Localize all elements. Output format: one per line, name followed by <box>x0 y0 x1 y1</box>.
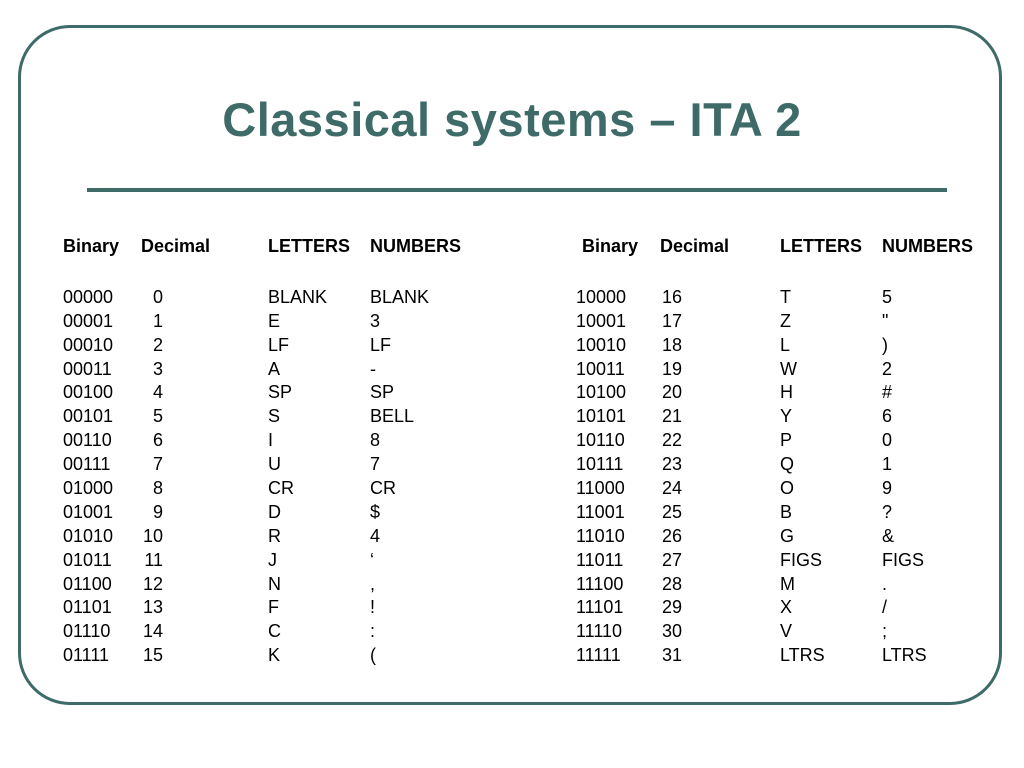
cell-letters: LF <box>268 334 290 355</box>
cell-binary: 00111 <box>63 454 111 475</box>
cell-letters: LTRS <box>780 645 825 666</box>
cell-letters: W <box>780 358 797 379</box>
cell-letters: S <box>268 406 281 427</box>
cell-binary: 00101 <box>63 406 114 427</box>
cell-letters: T <box>780 286 791 307</box>
cell-decimal: 25 <box>661 501 682 522</box>
cell-numbers: / <box>882 597 888 618</box>
cell-decimal: 29 <box>661 597 682 618</box>
header-letters: LETTERS <box>780 236 863 256</box>
cell-decimal: 3 <box>152 358 163 379</box>
header-letters: LETTERS <box>268 236 351 256</box>
cell-numbers: ) <box>882 334 888 355</box>
title-underline <box>87 188 947 192</box>
cell-letters: C <box>268 621 281 642</box>
cell-decimal: 11 <box>144 549 163 570</box>
cell-numbers: ( <box>370 645 376 666</box>
cell-decimal: 2 <box>152 334 163 355</box>
cell-binary: 00100 <box>63 382 114 403</box>
header-binary: Binary <box>582 236 639 256</box>
cell-numbers: # <box>882 382 893 403</box>
cell-decimal: 30 <box>661 621 682 642</box>
cell-numbers: SP <box>370 382 395 403</box>
cell-numbers: 2 <box>882 358 893 379</box>
cell-decimal: 9 <box>152 501 163 522</box>
cell-binary: 11011 <box>576 549 624 570</box>
cell-numbers: 5 <box>882 286 893 307</box>
cell-binary: 00001 <box>63 310 114 331</box>
cell-decimal: 5 <box>152 406 163 427</box>
cell-decimal: 15 <box>142 645 163 666</box>
cell-letters: O <box>780 478 795 499</box>
cell-numbers: 8 <box>370 430 381 451</box>
cell-numbers: BELL <box>370 406 415 427</box>
cell-binary: 11010 <box>576 525 625 546</box>
cell-binary: 00110 <box>63 430 112 451</box>
cell-binary: 01011 <box>63 549 112 570</box>
cell-decimal: 18 <box>661 334 682 355</box>
cell-decimal: 31 <box>661 645 682 666</box>
cell-binary: 01111 <box>63 645 110 666</box>
cell-binary: 00000 <box>63 286 114 307</box>
cell-decimal: 4 <box>152 382 163 403</box>
cell-letters: K <box>268 645 281 666</box>
cell-letters: BLANK <box>268 286 328 307</box>
cell-decimal: 22 <box>661 430 682 451</box>
cell-decimal: 26 <box>661 525 682 546</box>
cell-numbers: ! <box>370 597 376 618</box>
cell-numbers: . <box>882 573 888 594</box>
cell-decimal: 21 <box>661 406 682 427</box>
cell-numbers: - <box>370 358 376 379</box>
cell-decimal: 6 <box>152 430 163 451</box>
cell-letters: I <box>268 430 274 451</box>
cell-letters: Q <box>780 454 795 475</box>
cell-binary: 11000 <box>576 478 625 499</box>
cell-decimal: 23 <box>661 454 682 475</box>
cell-decimal: 17 <box>661 310 682 331</box>
cell-numbers: ? <box>882 501 893 522</box>
cell-binary: 10111 <box>576 454 624 475</box>
cell-letters: FIGS <box>780 549 823 570</box>
cell-letters: N <box>268 573 281 594</box>
cell-binary: 11110 <box>576 621 623 642</box>
cell-binary: 10011 <box>576 358 625 379</box>
cell-numbers: LF <box>370 334 392 355</box>
cell-binary: 01000 <box>63 478 114 499</box>
cell-numbers: ; <box>882 621 888 642</box>
cell-binary: 01010 <box>63 525 114 546</box>
cell-letters: G <box>780 525 795 546</box>
cell-letters: E <box>268 310 281 331</box>
cell-decimal: 14 <box>142 621 163 642</box>
cell-binary: 01100 <box>63 573 112 594</box>
cell-decimal: 28 <box>661 573 682 594</box>
cell-letters: J <box>268 549 277 570</box>
cell-binary: 11101 <box>576 597 624 618</box>
cell-decimal: 24 <box>661 478 682 499</box>
cell-letters: F <box>268 597 279 618</box>
cell-numbers: LTRS <box>882 645 927 666</box>
cell-numbers: $ <box>370 501 381 522</box>
cell-letters: M <box>780 573 795 594</box>
cell-decimal: 7 <box>152 454 163 475</box>
cell-binary: 00010 <box>63 334 114 355</box>
cell-numbers: CR <box>370 478 396 499</box>
cell-letters: U <box>268 454 281 475</box>
cell-letters: R <box>268 525 281 546</box>
cell-letters: V <box>780 621 793 642</box>
cell-decimal: 8 <box>152 478 163 499</box>
cell-letters: A <box>268 358 281 379</box>
cell-numbers: 0 <box>882 430 893 451</box>
cell-letters: D <box>268 501 281 522</box>
cell-numbers: BLANK <box>370 286 430 307</box>
cell-decimal: 10 <box>142 525 163 546</box>
cell-binary: 10001 <box>576 310 627 331</box>
cell-numbers: " <box>882 310 889 331</box>
cell-letters: H <box>780 382 793 403</box>
cell-letters: L <box>780 334 791 355</box>
cell-numbers: : <box>370 621 376 642</box>
cell-numbers: FIGS <box>882 549 925 570</box>
cell-numbers: 7 <box>370 454 381 475</box>
slide-title: Classical systems – ITA 2 <box>222 93 802 146</box>
cell-binary: 10101 <box>576 406 627 427</box>
cell-numbers: 4 <box>370 525 381 546</box>
cell-binary: 10100 <box>576 382 627 403</box>
cell-binary: 11001 <box>576 501 625 522</box>
cell-letters: X <box>780 597 793 618</box>
cell-binary: 10000 <box>576 286 627 307</box>
cell-decimal: 19 <box>661 358 682 379</box>
cell-binary: 01101 <box>63 597 112 618</box>
cell-numbers: 6 <box>882 406 893 427</box>
header-numbers: NUMBERS <box>882 236 974 256</box>
cell-decimal: 13 <box>142 597 163 618</box>
cell-numbers: ‘ <box>370 549 374 570</box>
header-decimal: Decimal <box>141 236 211 256</box>
cell-binary: 11111 <box>576 645 621 666</box>
cell-binary: 01110 <box>63 621 111 642</box>
cell-decimal: 1 <box>152 310 163 331</box>
cell-decimal: 0 <box>152 286 163 307</box>
cell-decimal: 16 <box>661 286 682 307</box>
header-numbers: NUMBERS <box>370 236 462 256</box>
cell-letters: B <box>780 501 793 522</box>
cell-decimal: 27 <box>661 549 682 570</box>
header-decimal: Decimal <box>660 236 730 256</box>
cell-numbers: , <box>370 573 376 594</box>
cell-letters: Z <box>780 310 791 331</box>
cell-letters: Y <box>780 406 793 427</box>
cell-numbers: 3 <box>370 310 381 331</box>
cell-binary: 11100 <box>576 573 624 594</box>
cell-binary: 10010 <box>576 334 627 355</box>
cell-numbers: 1 <box>882 454 893 475</box>
cell-decimal: 20 <box>661 382 682 403</box>
cell-numbers: & <box>882 525 895 546</box>
cell-letters: P <box>780 430 793 451</box>
cell-binary: 10110 <box>576 430 625 451</box>
cell-letters: CR <box>268 478 294 499</box>
cell-letters: SP <box>268 382 293 403</box>
header-binary: Binary <box>63 236 120 256</box>
cell-binary: 00011 <box>63 358 112 379</box>
cell-binary: 01001 <box>63 501 114 522</box>
cell-numbers: 9 <box>882 478 893 499</box>
cell-decimal: 12 <box>142 573 163 594</box>
